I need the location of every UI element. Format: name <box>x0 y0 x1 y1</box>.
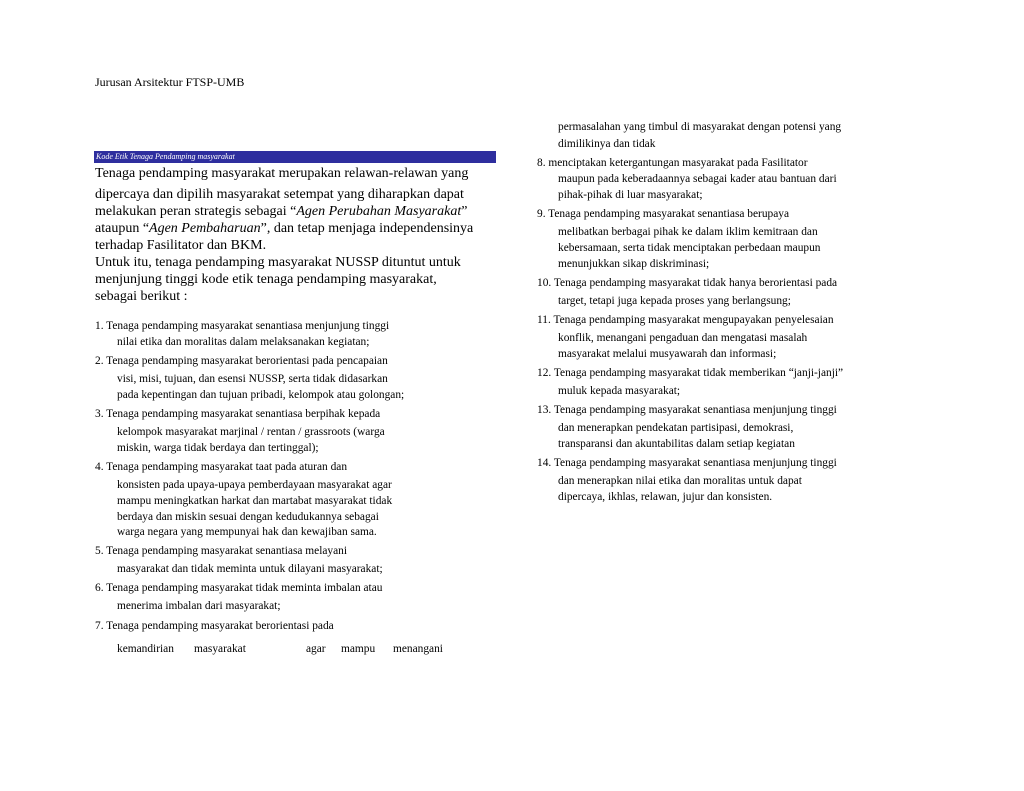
list-item: warga negara yang mempunyai hak dan kewajiban sama. <box>117 526 377 538</box>
list-item: pada kepentingan dan tujuan pribadi, kelompok atau golongan; <box>117 389 405 401</box>
list-item: kelompok masyarakat marjinal / rentan / grassroots (warga <box>117 426 385 438</box>
list-item: visi, misi, tujuan, dan esensi NUSSP, serta tidak didasarkan <box>117 373 388 385</box>
list-item: 13. Tenaga pendamping masyarakat senantiasa menjunjung tinggi <box>537 404 837 416</box>
list-item: masyarakat <box>194 643 246 655</box>
intro-line: ataupun “Agen Pembaharuan”, dan tetap menjaga independensinya <box>95 221 474 236</box>
section-banner: Kode Etik Tenaga Pendamping masyarakat <box>94 151 496 163</box>
list-item: menerima imbalan dari masyarakat; <box>117 600 281 612</box>
emphasis-text: Agen Perubahan Masyarakat <box>296 204 462 219</box>
intro-line: Untuk itu, tenaga pendamping masyarakat NUSSP dituntut untuk <box>95 255 461 270</box>
list-item: masyarakat dan tidak meminta untuk dilayani masyarakat; <box>117 563 383 575</box>
list-item: dipercaya, ikhlas, relawan, jujur dan konsisten. <box>558 491 773 503</box>
list-item: mampu <box>341 643 376 655</box>
list-item: permasalahan yang timbul di masyarakat dengan potensi yang <box>558 121 842 133</box>
list-item: berdaya dan miskin sesuai dengan kedudukannya sebagai <box>117 511 379 523</box>
page-header: Jurusan Arsitektur FTSP-UMB <box>95 75 245 89</box>
list-item: 14. Tenaga pendamping masyarakat senantiasa menjunjung tinggi <box>537 457 837 469</box>
list-item: 4. Tenaga pendamping masyarakat taat pada aturan dan <box>95 461 348 473</box>
list-item: dimilikinya dan tidak <box>558 138 656 150</box>
intro-line: terhadap Fasilitator dan BKM. <box>95 238 267 253</box>
list-item: kemandirian <box>117 643 174 655</box>
list-item: konsisten pada upaya-upaya pemberdayaan masyarakat agar <box>117 479 392 491</box>
intro-line: Tenaga pendamping masyarakat merupakan relawan-relawan yang <box>95 166 469 181</box>
intro-line: menjunjung tinggi kode etik tenaga pendamping masyarakat, <box>95 272 437 287</box>
intro-line: melakukan peran strategis sebagai “Agen Perubahan Masyarakat” <box>95 204 468 219</box>
list-item: dan menerapkan nilai etika dan moralitas untuk dapat <box>558 475 802 487</box>
list-item: 1. Tenaga pendamping masyarakat senantiasa menjunjung tinggi <box>95 320 390 332</box>
list-item: konflik, menangani pengaduan dan mengatasi masalah <box>558 332 808 344</box>
list-item: 11. Tenaga pendamping masyarakat mengupayakan penyelesaian <box>537 314 834 326</box>
list-item: miskin, warga tidak berdaya dan tertinggal); <box>117 442 319 454</box>
list-item: menunjukkan sikap diskriminasi; <box>558 258 710 270</box>
list-item: 6. Tenaga pendamping masyarakat tidak meminta imbalan atau <box>95 582 383 594</box>
list-item: maupun pada keberadaannya sebagai kader atau bantuan dari <box>558 173 837 185</box>
list-item: transparansi dan akuntabilitas dalam setiap kegiatan <box>558 438 795 450</box>
list-item: kebersamaan, serta tidak menciptakan perbedaan maupun <box>558 242 821 254</box>
list-item: agar <box>306 643 326 655</box>
list-item: 7. Tenaga pendamping masyarakat berorientasi pada <box>95 620 334 632</box>
list-item: 5. Tenaga pendamping masyarakat senantiasa melayani <box>95 545 348 557</box>
list-item: 3. Tenaga pendamping masyarakat senantiasa berpihak kepada <box>95 408 381 420</box>
list-item: 2. Tenaga pendamping masyarakat berorientasi pada pencapaian <box>95 355 388 367</box>
list-item: target, tetapi juga kepada proses yang berlangsung; <box>558 295 791 307</box>
emphasis-text: Agen Pembaharuan <box>149 221 261 236</box>
list-item: melibatkan berbagai pihak ke dalam iklim kemitraan dan <box>558 226 818 238</box>
list-item: muluk kepada masyarakat; <box>558 385 681 397</box>
list-item: 10. Tenaga pendamping masyarakat tidak hanya berorientasi pada <box>537 277 838 289</box>
list-item: nilai etika dan moralitas dalam melaksanakan kegiatan; <box>117 336 370 348</box>
intro-line: sebagai berikut : <box>95 289 188 304</box>
list-item: menangani <box>393 643 443 655</box>
list-item: masyarakat melalui musyawarah dan informasi; <box>558 348 777 360</box>
list-item: mampu meningkatkan harkat dan martabat masyarakat tidak <box>117 495 393 507</box>
list-item: dan menerapkan pendekatan partisipasi, demokrasi, <box>558 422 794 434</box>
intro-line: dipercaya dan dipilih masyarakat setempat yang diharapkan dapat <box>95 187 464 202</box>
list-item: 9. Tenaga pendamping masyarakat senantiasa berupaya <box>537 208 790 220</box>
list-item: 8. menciptakan ketergantungan masyarakat pada Fasilitator <box>537 157 808 169</box>
list-item: 12. Tenaga pendamping masyarakat tidak memberikan “janji-janji” <box>537 367 844 379</box>
list-item: pihak-pihak di luar masyarakat; <box>558 189 703 201</box>
